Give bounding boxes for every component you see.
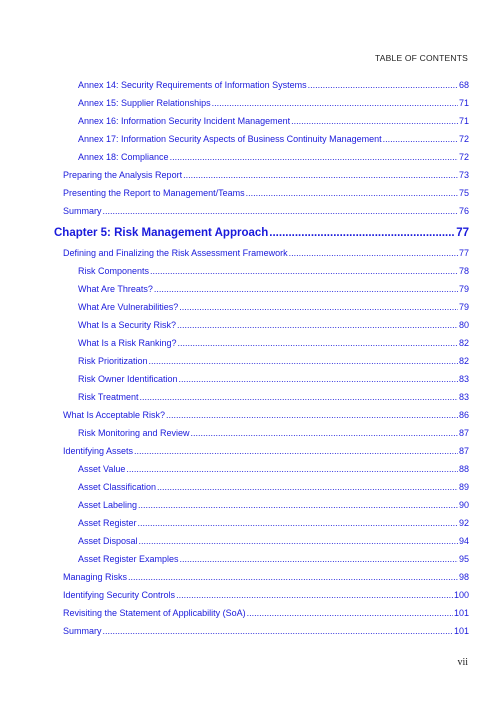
toc-entry-title: Annex 15: Supplier Relationships <box>78 98 211 108</box>
toc-leader-dots <box>140 388 458 406</box>
toc-entry-title: Identifying Assets <box>63 446 134 456</box>
toc-entry-title: What Are Threats? <box>78 284 153 294</box>
toc-entry-link[interactable] <box>63 352 469 370</box>
toc-entry-link[interactable] <box>63 532 469 550</box>
toc-leader-dots <box>212 94 458 112</box>
toc-entry-title: Asset Value <box>78 464 126 474</box>
toc-entry-link[interactable] <box>63 334 469 352</box>
toc-leader-dots <box>291 112 458 130</box>
toc-entry-link[interactable] <box>63 280 469 298</box>
toc-entry-title: Risk Components <box>78 266 150 276</box>
toc-entry-link[interactable] <box>63 442 469 460</box>
running-header: TABLE OF CONTENTS <box>375 53 468 63</box>
toc-entry-link[interactable] <box>63 262 469 280</box>
toc-entry-page: 101 <box>453 608 469 618</box>
toc-entry-page: 79 <box>458 284 469 294</box>
toc-entry-page: 101 <box>453 626 469 636</box>
table-of-contents <box>54 76 469 640</box>
toc-entry-page: 92 <box>458 518 469 528</box>
toc-entry-title: Presenting the Report to Management/Teams <box>63 188 245 198</box>
toc-entry-title: Risk Treatment <box>78 392 139 402</box>
toc-leader-dots <box>134 442 458 460</box>
toc-entry-title: Preparing the Analysis Report <box>63 170 183 180</box>
toc-leader-dots <box>179 370 458 388</box>
toc-entry-title: What Is a Risk Ranking? <box>78 338 177 348</box>
toc-entry-page: 87 <box>458 428 469 438</box>
toc-entry-title: Summary <box>63 626 102 636</box>
toc-entry-link[interactable] <box>63 460 469 478</box>
toc-entry-title: What Is a Security Risk? <box>78 320 177 330</box>
toc-leader-dots <box>269 223 455 244</box>
toc-entry-page: 72 <box>458 134 469 144</box>
toc-leader-dots <box>177 316 458 334</box>
toc-entry-link[interactable] <box>63 622 469 640</box>
toc-entry-link[interactable] <box>63 568 469 586</box>
toc-entry-title: Asset Classification <box>78 482 157 492</box>
toc-entry-link[interactable] <box>63 76 469 94</box>
toc-leader-dots <box>139 532 458 550</box>
toc-entry-link[interactable] <box>63 514 469 532</box>
toc-entry-link[interactable] <box>63 202 469 220</box>
toc-entry-title: Asset Disposal <box>78 536 138 546</box>
toc-leader-dots <box>138 496 458 514</box>
toc-entry-link[interactable] <box>63 388 469 406</box>
toc-entry-title: Chapter 5: Risk Management Approach <box>54 227 269 239</box>
toc-entry-title: Annex 14: Security Requirements of Information Systems <box>78 80 307 90</box>
toc-entry-page: 95 <box>458 554 469 564</box>
toc-leader-dots <box>247 604 453 622</box>
toc-entry-title: Risk Prioritization <box>78 356 148 366</box>
toc-entry-page: 72 <box>458 152 469 162</box>
toc-leader-dots <box>179 298 458 316</box>
toc-entry-page: 87 <box>458 446 469 456</box>
toc-entry-page: 75 <box>458 188 469 198</box>
toc-entry-page: 79 <box>458 302 469 312</box>
toc-entry-page: 73 <box>458 170 469 180</box>
toc-entry-title: What Is Acceptable Risk? <box>63 410 166 420</box>
toc-leader-dots <box>178 334 458 352</box>
toc-entry-link[interactable] <box>63 550 469 568</box>
toc-leader-dots <box>150 262 458 280</box>
toc-entry-page: 88 <box>458 464 469 474</box>
toc-leader-dots <box>149 352 458 370</box>
toc-leader-dots <box>383 130 458 148</box>
toc-entry-link[interactable] <box>63 298 469 316</box>
toc-entry-link[interactable] <box>63 586 469 604</box>
toc-leader-dots <box>183 166 458 184</box>
toc-entry-page: 78 <box>458 266 469 276</box>
toc-entry-page: 82 <box>458 338 469 348</box>
toc-entry-page: 82 <box>458 356 469 366</box>
toc-entry-page: 71 <box>458 98 469 108</box>
toc-leader-dots <box>103 622 453 640</box>
toc-entry-page: 80 <box>458 320 469 330</box>
toc-entry-page: 77 <box>458 248 469 258</box>
toc-entry-page: 83 <box>458 392 469 402</box>
toc-entry-link[interactable] <box>63 130 469 148</box>
toc-leader-dots <box>246 184 458 202</box>
toc-entry-link[interactable] <box>63 148 469 166</box>
toc-leader-dots <box>289 244 458 262</box>
toc-leader-dots <box>170 148 458 166</box>
toc-leader-dots <box>166 406 458 424</box>
toc-entry-link[interactable] <box>63 370 469 388</box>
toc-entry-link[interactable] <box>63 604 469 622</box>
toc-leader-dots <box>157 478 458 496</box>
toc-entry-title: Asset Register <box>78 518 137 528</box>
toc-entry-link[interactable] <box>63 478 469 496</box>
toc-entry-title: Revisiting the Statement of Applicability (SoA) <box>63 608 246 618</box>
toc-entry-link[interactable] <box>63 166 469 184</box>
toc-entry-page: 76 <box>458 206 469 216</box>
toc-entry-title: Asset Register Examples <box>78 554 179 564</box>
toc-entry-title: Identifying Security Controls <box>63 590 176 600</box>
toc-entry-link[interactable] <box>63 244 469 262</box>
toc-leader-dots <box>138 514 458 532</box>
toc-entry-title: Summary <box>63 206 102 216</box>
toc-entry-link[interactable] <box>63 424 469 442</box>
toc-entry-link[interactable] <box>63 94 469 112</box>
toc-leader-dots <box>128 568 458 586</box>
toc-chapter-link[interactable] <box>54 223 469 244</box>
toc-entry-title: Defining and Finalizing the Risk Assessment Framework <box>63 248 288 258</box>
toc-entry-title: Annex 16: Information Security Incident Management <box>78 116 291 126</box>
toc-entry-link[interactable] <box>63 184 469 202</box>
toc-entry-title: Managing Risks <box>63 572 128 582</box>
toc-entry-page: 94 <box>458 536 469 546</box>
toc-leader-dots <box>176 586 453 604</box>
toc-entry-title: Asset Labeling <box>78 500 138 510</box>
toc-entry-page: 71 <box>458 116 469 126</box>
toc-entry-page: 77 <box>456 227 469 239</box>
toc-entry-page: 98 <box>458 572 469 582</box>
toc-entry-page: 86 <box>458 410 469 420</box>
toc-leader-dots <box>180 550 458 568</box>
toc-entry-page: 68 <box>458 80 469 90</box>
toc-entry-title: What Are Vulnerabilities? <box>78 302 179 312</box>
toc-entry-title: Annex 17: Information Security Aspects of Business Continuity Management <box>78 134 382 144</box>
toc-leader-dots <box>191 424 458 442</box>
toc-entry-page: 83 <box>458 374 469 384</box>
toc-entry-page: 90 <box>458 500 469 510</box>
toc-entry-title: Risk Monitoring and Review <box>78 428 190 438</box>
toc-entry-page: 100 <box>453 590 469 600</box>
toc-entry-link[interactable] <box>63 316 469 334</box>
toc-leader-dots <box>126 460 458 478</box>
toc-entry-page: 89 <box>458 482 469 492</box>
toc-entry-link[interactable] <box>63 496 469 514</box>
toc-entry-title: Risk Owner Identification <box>78 374 178 384</box>
toc-leader-dots <box>103 202 458 220</box>
toc-leader-dots <box>154 280 458 298</box>
page-number: vii <box>457 657 468 668</box>
toc-entry-link[interactable] <box>63 406 469 424</box>
toc-entry-link[interactable] <box>63 112 469 130</box>
toc-leader-dots <box>308 76 458 94</box>
toc-entry-title: Annex 18: Compliance <box>78 152 169 162</box>
